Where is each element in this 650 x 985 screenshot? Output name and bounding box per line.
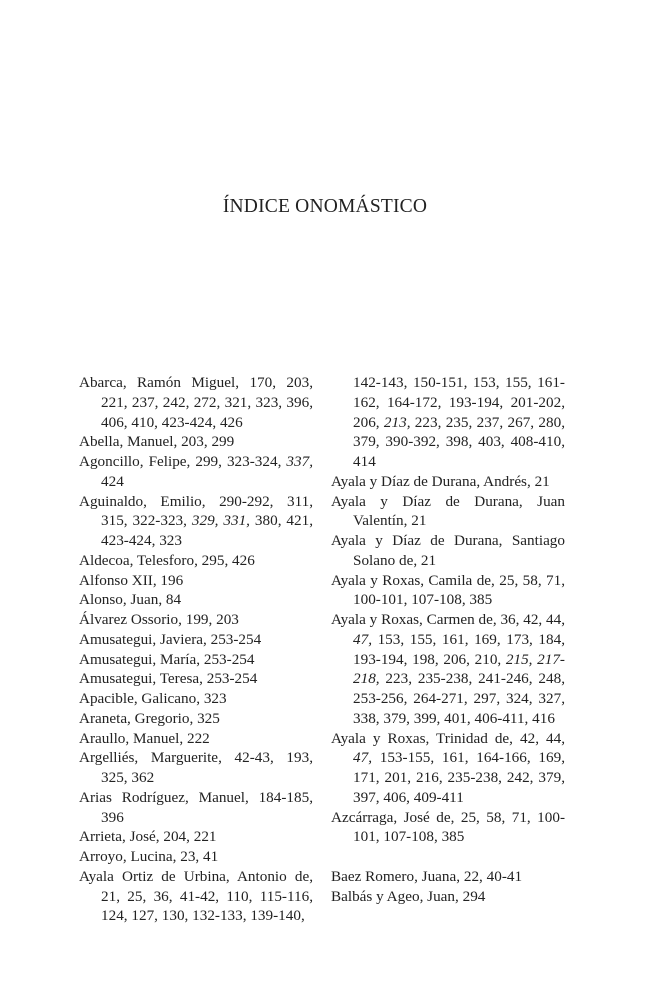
index-entry: Aldecoa, Telesforo, 295, 426 bbox=[79, 551, 255, 569]
index-entry: Agoncillo, Felipe, 299, 323-324, 337, 424 bbox=[79, 453, 313, 490]
index-entry-name: Amusategui, Teresa bbox=[79, 670, 200, 688]
index-entry-name: Amusategui, Javiera bbox=[79, 630, 203, 648]
index-entry: Ayala y Roxas, Camila de, 25, 58, 71, 100-101, 107-108, 385 bbox=[331, 571, 566, 609]
index-entry-name: Álvarez Ossorio bbox=[79, 611, 179, 628]
index-entry-pages: 253-254 bbox=[210, 630, 262, 648]
index-entry: Arroyo, Lucina, 23, 41 bbox=[79, 848, 219, 865]
index-entry: Ayala y Díaz de Durana, Andrés, 21 bbox=[331, 472, 550, 490]
index-entry-continuation: 142-143, 150-151, 153, 155, 161-162, 164-172, 193-194, 201-202, 206, 213, 223, 235, 237, 267, 280, 379, 390-392, 398, 403, 408-410, 414 bbox=[353, 374, 566, 470]
index-entry-pages: 295, 426 bbox=[201, 551, 255, 569]
index-entry-pages: 253-254 bbox=[206, 670, 258, 688]
page-title: ÍNDICE ONOMÁSTICO bbox=[222, 196, 428, 217]
index-entry-pages: 203, 299 bbox=[181, 433, 235, 451]
index-entry-name: Abarca, Ramón Miguel bbox=[79, 374, 236, 391]
index-entry-pages: 299, 323-324, 337, 424 bbox=[101, 453, 313, 490]
index-entry: Ayala Ortiz de Urbina, Antonio de, 21, 25, 36, 41-42, 110, 115-116, 124, 127, 130, 132-133, 139-140, bbox=[79, 867, 313, 925]
index-entry-pages: 23, 41 bbox=[180, 848, 219, 865]
index-column-right bbox=[331, 373, 565, 906]
italic-page-ref: 213, bbox=[383, 413, 411, 431]
index-entry-pages: 290-292, 311, 315, 322-323, 329, 331, 380, 421, 423-424, 323 bbox=[101, 492, 313, 549]
index-entry-pages: 25, 58, 71, 100-101, 107-108, 385 bbox=[353, 571, 566, 609]
index-entry-pages: 21 bbox=[420, 551, 437, 569]
index-entry-name: Apacible, Galicano bbox=[79, 690, 197, 707]
index-entry-name: Abella, Manuel bbox=[79, 433, 174, 451]
index-entry-pages: 170, 203, 221, 237, 242, 272, 321, 323, 396, 406, 410, 423-424, 426 bbox=[101, 374, 314, 431]
index-entry: Alonso, Juan, 84 bbox=[79, 591, 182, 609]
index-entry-name: Agoncillo, Felipe bbox=[79, 453, 187, 470]
index-entry-pages: 199, 203 bbox=[185, 611, 239, 628]
index-entry: Arrieta, José, 204, 221 bbox=[79, 828, 217, 846]
index-entry: Abella, Manuel, 203, 299 bbox=[79, 433, 235, 451]
index-entry-name: Aldecoa, Telesforo bbox=[79, 551, 195, 569]
index-entry-name: Aguinaldo, Emilio bbox=[79, 492, 202, 510]
index-entry-pages: 222 bbox=[186, 729, 210, 747]
italic-page-ref: 47, bbox=[353, 749, 372, 767]
index-entry-name: Alonso, Juan bbox=[79, 591, 159, 609]
index-entry-name: Ayala y Díaz de Durana, Andrés bbox=[331, 472, 527, 490]
index-entry-pages: 294 bbox=[462, 887, 486, 905]
index-entry: Ayala y Roxas, Trinidad de, 42, 44, 47, 153-155, 161, 164-166, 169, 171, 201, 216, 235-238, 242, 379, 397, 406, 409-411 bbox=[331, 729, 565, 806]
index-entry: Aguinaldo, Emilio, 290-292, 311, 315, 322-323, 329, 331, 380, 421, 423-424, 323 bbox=[79, 492, 313, 549]
index-entry-name: Araullo, Manuel bbox=[79, 729, 180, 747]
index-entry-name: Argelliés, Marguerite bbox=[79, 749, 219, 767]
index-entry: Amusategui, Javiera, 253-254 bbox=[79, 630, 262, 648]
italic-page-ref: 215, 217-218, bbox=[353, 650, 565, 688]
index-entry: Ayala y Díaz de Durana, Santiago Solano de, 21 bbox=[331, 532, 565, 569]
index-entry-name: Ayala y Roxas, Camila de bbox=[331, 571, 492, 589]
index-entry-name: Balbás y Ageo, Juan bbox=[331, 887, 456, 905]
index-entry-pages: 42, 44, 47, 153-155, 161, 164-166, 169, 171, 201, 216, 235-238, 242, 379, 397, 406, 409-411 bbox=[353, 729, 565, 806]
index-entry-pages: 21, 25, 36, 41-42, 110, 115-116, 124, 127, 130, 132-133, 139-140, bbox=[101, 887, 313, 925]
index-entry: Baez Romero, Juana, 22, 40-41 bbox=[331, 867, 523, 885]
index-entry: Araullo, Manuel, 222 bbox=[79, 729, 210, 747]
index-entry-pages: 25, 58, 71, 100-101, 107-108, 385 bbox=[353, 808, 566, 846]
index-entry: Amusategui, María, 253-254 bbox=[79, 650, 255, 668]
index-entry: Amusategui, Teresa, 253-254 bbox=[79, 670, 258, 688]
index-entry: Araneta, Gregorio, 325 bbox=[79, 709, 220, 727]
italic-page-ref: 329, 331, bbox=[191, 512, 250, 530]
letter-section-gap bbox=[331, 847, 565, 867]
index-entry-name: Ayala y Díaz de Durana, Juan Valentín bbox=[331, 492, 565, 530]
index-entry: Ayala y Díaz de Durana, Juan Valentín, 21 bbox=[331, 492, 565, 530]
index-entry: Arias Rodríguez, Manuel, 184-185, 396 bbox=[79, 788, 313, 826]
index-entry-pages: 325 bbox=[197, 709, 220, 727]
index-entry: Álvarez Ossorio, 199, 203 bbox=[79, 611, 239, 628]
index-entry-name: Arrieta, José bbox=[79, 828, 156, 846]
index-entry-name: Ayala Ortiz de Urbina, Antonio de bbox=[79, 867, 310, 885]
index-entry: Balbás y Ageo, Juan, 294 bbox=[331, 887, 486, 905]
index-entry-pages: 204, 221 bbox=[163, 828, 217, 846]
index-entry-name: Amusategui, María bbox=[79, 650, 197, 668]
index-entry: Azcárraga, José de, 25, 58, 71, 100-101, 107-108, 385 bbox=[331, 808, 566, 846]
index-entry: Argelliés, Marguerite, 42-43, 193, 325, 362 bbox=[79, 749, 314, 786]
index-entry-name: Azcárraga, José de bbox=[331, 808, 451, 826]
index-entry-pages: 36, 42, 44, 47, 153, 155, 161, 169, 173, 184, 193-194, 198, 206, 210, 215, 217-218, 223, 235-238, 241-246, 248, 253-256, 264-271, 297, 324, 327, 338, 379, 399, 401, 406-411, 416 bbox=[353, 611, 566, 727]
index-entry-pages: 84 bbox=[165, 591, 182, 609]
index-entry-pages: 253-254 bbox=[203, 650, 255, 668]
index-entry-name: Alfonso XII bbox=[79, 571, 153, 589]
index-entry-pages: 21 bbox=[411, 512, 427, 530]
index-entry-pages: 196 bbox=[160, 571, 184, 589]
index-entry-name: Ayala y Roxas, Carmen de bbox=[331, 611, 493, 628]
index-entry-name: Arroyo, Lucina bbox=[79, 848, 173, 865]
index-entry-pages: 42-43, 193, 325, 362 bbox=[101, 749, 314, 786]
index-entry-name: Ayala y Roxas, Trinidad de bbox=[331, 729, 510, 747]
italic-page-ref: 47, bbox=[353, 630, 372, 648]
index-entry: Alfonso XII, 196 bbox=[79, 571, 184, 589]
index-entry-pages: 323 bbox=[203, 690, 227, 707]
index-entry: Apacible, Galicano, 323 bbox=[79, 690, 227, 707]
index-entry: Ayala y Roxas, Carmen de, 36, 42, 44, 47, 153, 155, 161, 169, 173, 184, 193-194, 198, 206, 210, 215, 217-218, 223, 235-238, 241-246, 248, 253-256, 264-271, 297, 324, 327, 338, 379, 399, 401, 406-411, 416 bbox=[331, 611, 566, 727]
index-entry-name: Arias Rodríguez, Manuel bbox=[79, 788, 245, 806]
italic-page-ref: 337, bbox=[286, 453, 313, 470]
index-entry-name: Araneta, Gregorio bbox=[79, 709, 190, 727]
index-entry-pages: 184-185, 396 bbox=[101, 788, 313, 826]
index-entry-pages: 22, 40-41 bbox=[463, 867, 523, 885]
index-entry-name: Ayala y Díaz de Durana, Santiago Solano de bbox=[331, 532, 565, 569]
index-entry: Abarca, Ramón Miguel, 170, 203, 221, 237, 242, 272, 321, 323, 396, 406, 410, 423-424, 426 bbox=[79, 374, 314, 431]
index-entry-name: Baez Romero, Juana bbox=[331, 867, 457, 885]
index-entry-pages: 21 bbox=[534, 472, 550, 490]
index-column-left bbox=[79, 373, 313, 926]
